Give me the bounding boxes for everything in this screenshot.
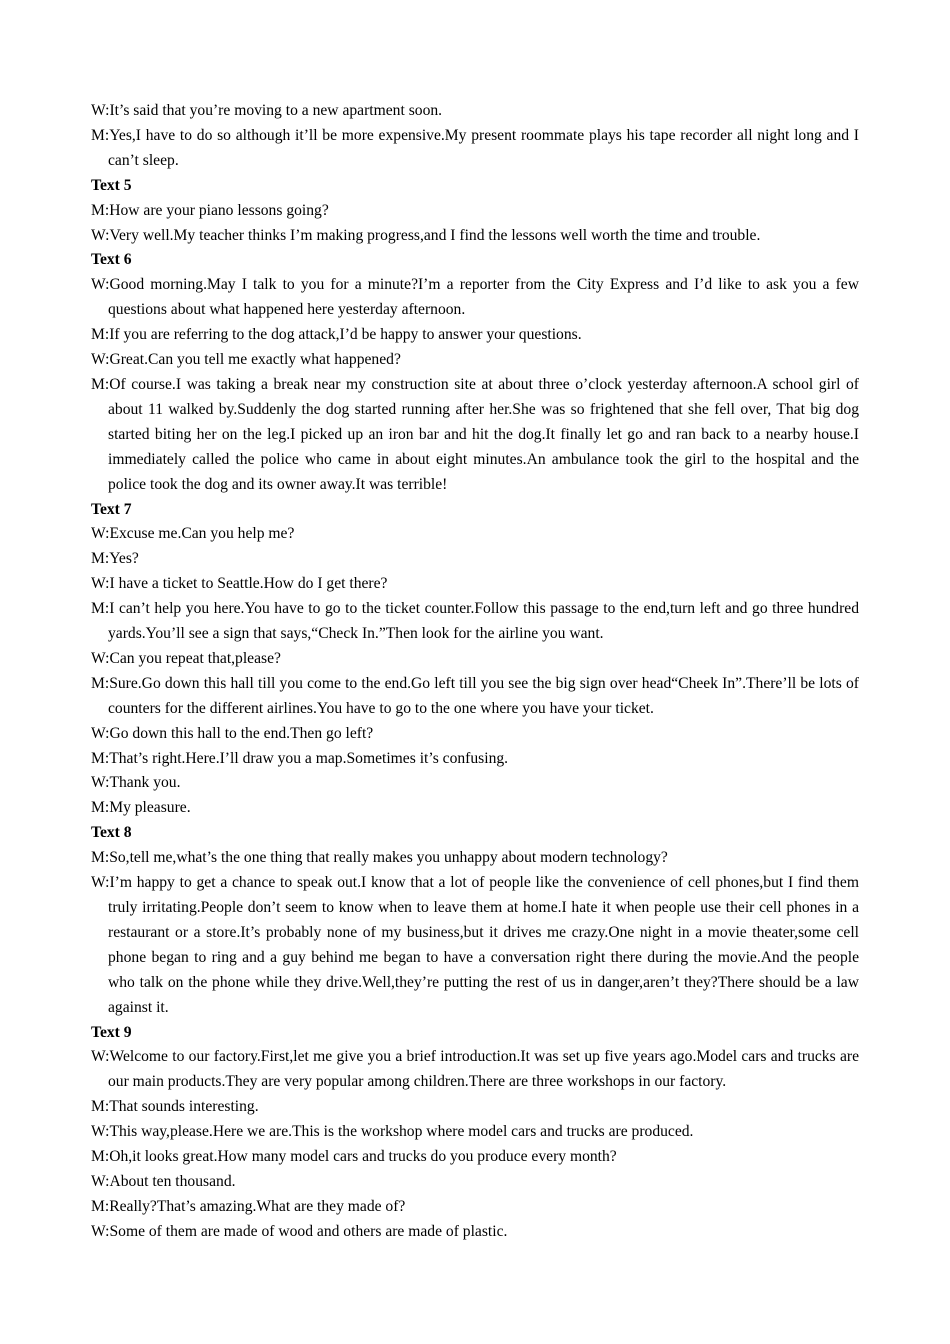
dialogue-line: W:I’m happy to get a chance to speak out.I know that a lot of people like the convenience of cell phones,but I find them truly irritating.People don’t seem to know when to leave them at home.I hate it when people use their cell phones in a restaurant or a store.It’s probably none of my business,but it drives me crazy.One night in a movie theater,some cell phone began to ring and a guy behind me began to have a conversation right there during the movie.And the people who talk on the phone while they drive.Well,they’re putting the rest of us in danger,aren’t they?There should be a law against it. — [91, 874, 859, 1016]
section-heading: Text 8 — [91, 824, 132, 842]
dialogue-line: W:Thank you. — [91, 774, 181, 792]
dialogue-line: W:It’s said that you’re moving to a new apartment soon. — [91, 102, 443, 119]
dialogue-line: M:Sure.Go down this hall till you come to the end.Go left till you see the big sign over head“Cheek In”.There’ll be lots of counters for the different airlines.You have to go to the one where you have your ticket. — [91, 674, 859, 717]
dialogue-line: M:Really?That’s amazing.What are they made of? — [91, 1197, 406, 1215]
dialogue-line: W:Go down this hall to the end.Then go left? — [91, 724, 374, 742]
dialogue-line: W:Excuse me.Can you help me? — [91, 525, 295, 543]
dialogue-line: W:Very well.My teacher thinks I’m making progress,and I find the lessons well worth the time and trouble. — [91, 226, 761, 244]
section-heading: Text 7 — [91, 500, 132, 518]
dialogue-line: M:That’s right.Here.I’ll draw you a map.Sometimes it’s confusing. — [91, 749, 509, 767]
dialogue-line: W:About ten thousand. — [91, 1172, 236, 1190]
section-heading: Text 6 — [91, 251, 132, 269]
dialogue-line: M:If you are referring to the dog attack,I’d be happy to answer your questions. — [91, 326, 582, 344]
dialogue-line: W:Can you repeat that,please? — [91, 649, 281, 667]
section-heading: Text 5 — [91, 176, 132, 194]
dialogue-line: W:Welcome to our factory.First,let me give you a brief introduction.It was set up five years ago.Model cars and trucks are our main products.They are very popular among children.There are three workshops in our factory. — [91, 1048, 859, 1091]
dialogue-line: W:I have a ticket to Seattle.How do I get there? — [91, 575, 388, 593]
dialogue-line: M:My pleasure. — [91, 799, 191, 817]
dialogue-line: M:Of course.I was taking a break near my construction site at about three o’clock yesterday afternoon.A school girl of about 11 walked by.Suddenly the dog started running after her.She was so frightened that she fell over, That big dog started biting her on the leg.I picked up an iron bar and hit the dog.It finally let go and ran back to a nearby house.I immediately called the police who came in about eight minutes.An ambulance took the girl to the hospital and the police took the dog and its owner away.It was terrible! — [91, 375, 859, 493]
dialogue-line: M:So,tell me,what’s the one thing that really makes you unhappy about modern technology? — [91, 849, 668, 867]
dialogue-line: M:Yes? — [91, 550, 139, 568]
dialogue-line: W:Good morning.May I talk to you for a minute?I’m a reporter from the City Express and I’d like to ask you a few questions about what happened here yesterday afternoon. — [91, 276, 859, 319]
document-page — [91, 99, 859, 1245]
dialogue-line: W:This way,please.Here we are.This is the workshop where model cars and trucks are produced. — [91, 1123, 694, 1141]
section-heading: Text 9 — [91, 1023, 132, 1041]
dialogue-line: M:How are your piano lessons going? — [91, 201, 329, 219]
dialogue-line: W:Great.Can you tell me exactly what happened? — [91, 351, 401, 369]
dialogue-line: W:Some of them are made of wood and others are made of plastic. — [91, 1222, 508, 1240]
dialogue-line: M:Yes,I have to do so although it’ll be more expensive.My present roommate plays his tape recorder all night long and I can’t sleep. — [91, 126, 859, 169]
dialogue-line: M:That sounds interesting. — [91, 1098, 259, 1116]
dialogue-line: M:I can’t help you here.You have to go to the ticket counter.Follow this passage to the end,turn left and go three hundred yards.You’ll see a sign that says,“Check In.”Then look for the airline you want. — [91, 600, 859, 643]
dialogue-line: M:Oh,it looks great.How many model cars and trucks do you produce every month? — [91, 1148, 617, 1166]
